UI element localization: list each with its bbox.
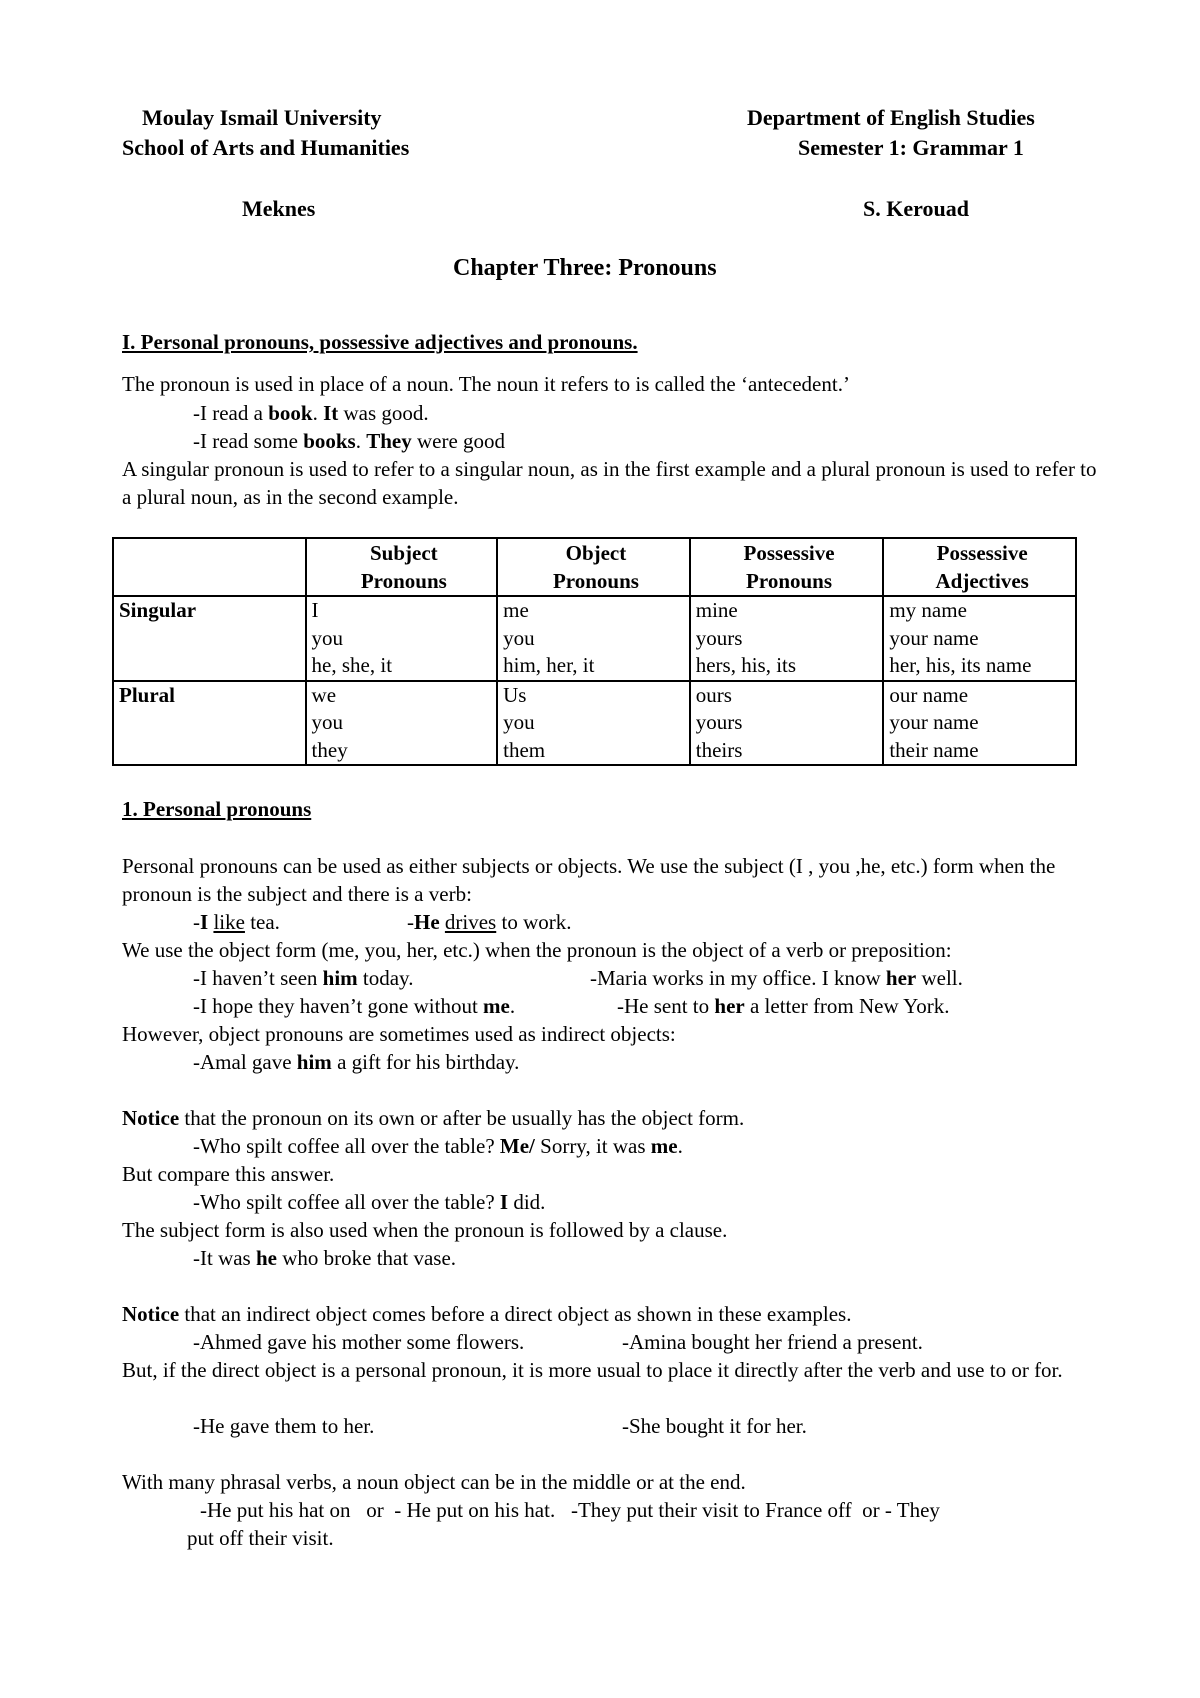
example-i-like: -I like tea. [193, 910, 280, 934]
example-phrasal-line1: -He put his hat on or - He put on his hat. -They put their visit to France off or - They [200, 1498, 940, 1522]
cell-subject: I you he, she, it [306, 596, 498, 681]
direct-object-text: But, if the direct object is a personal pronoun, it is more usual to place it directly after the verb and use to or for. [122, 1358, 1063, 1382]
example-spilt-i: -Who spilt coffee all over the table? I did. [193, 1190, 546, 1214]
pronoun-table [112, 537, 1077, 766]
example-seen-him: -I haven’t seen him today. [193, 966, 414, 990]
section-heading-personal: 1. Personal pronouns [122, 797, 312, 821]
col-header-object: Object Pronouns [497, 538, 690, 596]
example-amina: -Amina bought her friend a present. [622, 1330, 923, 1354]
example-books: -I read some books. They were good [193, 429, 506, 453]
example-he-drives: -He drives to work. [407, 910, 572, 934]
notice-indirect-object: Notice that an indirect object comes before a direct object as shown in these examples. [122, 1302, 852, 1326]
example-ahmed: -Ahmed gave his mother some flowers. [193, 1330, 525, 1354]
cell-object: Us you them [497, 681, 690, 766]
department-name: Department of English Studies [747, 105, 1035, 130]
cell-subject: we you they [306, 681, 498, 766]
cell-possessive-pronoun: ours yours theirs [690, 681, 884, 766]
table-row-plural [113, 681, 1076, 766]
singular-plural-explanation: A singular pronoun is used to refer to a singular noun, as in the first example and a plural pronoun is used to refer to a plural noun, as in the second example. [122, 457, 1097, 509]
object-form-text: We use the object form (me, you, her, etc.) when the pronoun is the object of a verb or preposition: [122, 938, 952, 962]
table-header-row [113, 538, 1076, 596]
notice-object-form: Notice that the pronoun on its own or after be usually has the object form. [122, 1106, 745, 1130]
table-row-singular [113, 596, 1076, 681]
row-label: Singular [113, 596, 306, 681]
city-name: Meknes [242, 196, 316, 221]
personal-intro: Personal pronouns can be used as either subjects or objects. We use the subject (I , you ,he, etc.) form when the pronoun is the subject and there is a verb: [122, 854, 1056, 906]
semester-course: Semester 1: Grammar 1 [798, 135, 1024, 160]
indirect-object-text: However, object pronouns are sometimes used as indirect objects: [122, 1022, 676, 1046]
example-sent-her: -He sent to her a letter from New York. [617, 994, 950, 1018]
cell-possessive-adjective: my name your name her, his, its name [883, 596, 1076, 681]
instructor-name: S. Kerouad [863, 196, 969, 221]
col-header-possessive-pronouns: Possessive Pronouns [690, 538, 884, 596]
table-corner-cell [113, 538, 306, 596]
example-gave-them: -He gave them to her. [193, 1414, 375, 1438]
example-bought-it: -She bought it for her. [622, 1414, 807, 1438]
cell-possessive-pronoun: mine yours hers, his, its [690, 596, 884, 681]
school-name: School of Arts and Humanities [122, 135, 410, 160]
example-spilt-me: -Who spilt coffee all over the table? Me/ Sorry, it was me. [193, 1134, 683, 1158]
example-phrasal-line2: put off their visit. [187, 1526, 334, 1550]
example-maria: -Maria works in my office. I know her well. [590, 966, 963, 990]
phrasal-verbs-text: With many phrasal verbs, a noun object can be in the middle or at the end. [122, 1470, 746, 1494]
university-name: Moulay Ismail University [142, 105, 382, 130]
example-book: -I read a book. It was good. [193, 401, 429, 425]
example-amal: -Amal gave him a gift for his birthday. [193, 1050, 520, 1074]
cell-object: me you him, her, it [497, 596, 690, 681]
col-header-possessive-adjectives: Possessive Adjectives [883, 538, 1076, 596]
chapter-title: Chapter Three: Pronouns [453, 255, 717, 281]
section-heading-1: I. Personal pronouns, possessive adjectives and pronouns. [122, 330, 638, 354]
clause-text: The subject form is also used when the pronoun is followed by a clause. [122, 1218, 728, 1242]
example-without-me: -I hope they haven’t gone without me. [193, 994, 516, 1018]
col-header-subject: Subject Pronouns [306, 538, 498, 596]
compare-text: But compare this answer. [122, 1162, 335, 1186]
intro-text: The pronoun is used in place of a noun. The noun it refers to is called the ‘antecedent.’ [122, 372, 850, 396]
row-label: Plural [113, 681, 306, 766]
example-vase: -It was he who broke that vase. [193, 1246, 457, 1270]
cell-possessive-adjective: our name your name their name [883, 681, 1076, 766]
